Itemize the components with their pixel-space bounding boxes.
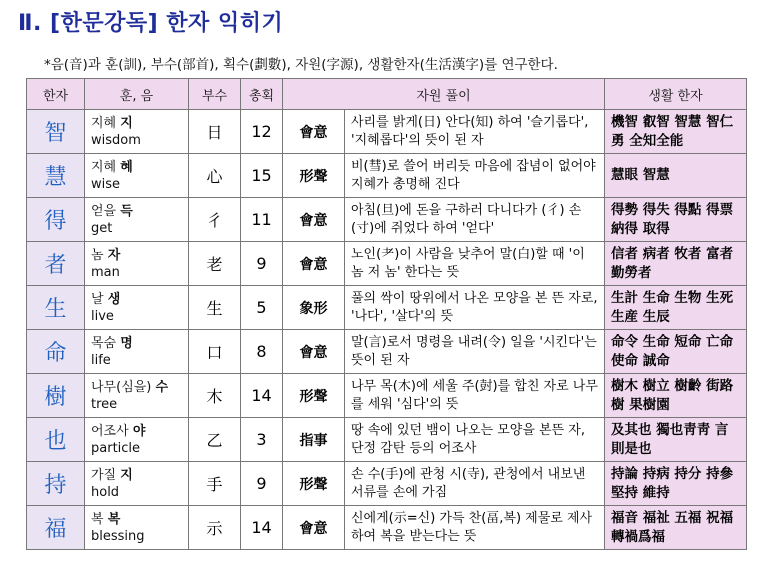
- hanja-character: 智: [27, 110, 85, 154]
- meaning-text: 나무(심을): [91, 379, 152, 395]
- english-text: hold: [91, 484, 120, 500]
- life-hanja-cell: 持論 持病 持分 持參 堅持 維持: [605, 462, 747, 506]
- life-hanja-cell: 命令 生命 短命 亡命 使命 誠命: [605, 330, 747, 374]
- meaning-text: 복: [91, 511, 104, 527]
- header-life-hanja: 생활 한자: [605, 79, 747, 110]
- hanja-character: 也: [27, 418, 85, 462]
- table-row: [27, 198, 747, 242]
- sound-text: 복: [107, 511, 121, 527]
- stroke-count-cell: 9: [241, 462, 283, 506]
- english-text: tree: [91, 396, 118, 412]
- radical-cell: 老: [189, 242, 241, 286]
- meaning-text: 얻을: [91, 203, 117, 219]
- formation-type-cell: 會意: [283, 198, 345, 242]
- table-row: [27, 110, 747, 154]
- origin-explanation-cell: 풀의 싹이 땅위에서 나온 모양을 본 뜬 자로, '나다', '살다'의 뜻: [345, 286, 605, 330]
- radical-cell: 日: [189, 110, 241, 154]
- radical-cell: 心: [189, 154, 241, 198]
- sound-text: 생: [107, 291, 121, 307]
- origin-explanation-cell: 손 수(手)에 관청 시(寺), 관청에서 내보낸 서류를 손에 가짐: [345, 462, 605, 506]
- meaning-text: 지혜: [91, 159, 117, 175]
- stroke-count-cell: 14: [241, 374, 283, 418]
- sound-text: 야: [132, 423, 146, 439]
- radical-cell: 木: [189, 374, 241, 418]
- hanja-character: 樹: [27, 374, 85, 418]
- origin-explanation-cell: 노인(耂)이 사람을 낮추어 말(白)할 때 '이 놈 저 놈' 한다는 뜻: [345, 242, 605, 286]
- table-row: [27, 418, 747, 462]
- hanja-character: 者: [27, 242, 85, 286]
- hun-eum-cell: [85, 418, 189, 462]
- origin-explanation-cell: 사리를 밝게(日) 안다(知) 하여 '슬기롭다', '지혜롭다'의 뜻이 된 자: [345, 110, 605, 154]
- hanja-character: 持: [27, 462, 85, 506]
- table-row: [27, 330, 747, 374]
- meaning-text: 날: [91, 291, 104, 307]
- english-text: wisdom: [91, 132, 141, 148]
- stroke-count-cell: 9: [241, 242, 283, 286]
- life-hanja-cell: 得勢 得失 得點 得票 納得 取得: [605, 198, 747, 242]
- sound-text: 수: [155, 379, 169, 395]
- meaning-text: 어조사: [91, 423, 129, 439]
- formation-type-cell: 象形: [283, 286, 345, 330]
- sound-text: 명: [120, 335, 133, 351]
- formation-type-cell: 會意: [283, 110, 345, 154]
- english-text: particle: [91, 440, 141, 456]
- hun-eum-cell: [85, 374, 189, 418]
- stroke-count-cell: 15: [241, 154, 283, 198]
- origin-explanation-cell: 비(彗)로 쓸어 버리듯 마음에 잡념이 없어야 지혜가 총명해 진다: [345, 154, 605, 198]
- hun-eum-cell: [85, 462, 189, 506]
- english-text: get: [91, 220, 113, 236]
- hanja-character: 慧: [27, 154, 85, 198]
- life-hanja-cell: 福音 福祉 五福 祝福 轉禍爲福: [605, 506, 747, 550]
- hanja-character: 得: [27, 198, 85, 242]
- formation-type-cell: 形聲: [283, 154, 345, 198]
- table-row: [27, 462, 747, 506]
- sound-text: 혜: [120, 159, 133, 175]
- formation-type-cell: 會意: [283, 242, 345, 286]
- life-hanja-cell: 及其也 獨也靑靑 言則是也: [605, 418, 747, 462]
- formation-type-cell: 會意: [283, 330, 345, 374]
- formation-type-cell: 形聲: [283, 374, 345, 418]
- header-hun-eum: 훈, 음: [85, 79, 189, 110]
- hun-eum-cell: [85, 506, 189, 550]
- table-row: [27, 286, 747, 330]
- hun-eum-cell: [85, 198, 189, 242]
- radical-cell: 口: [189, 330, 241, 374]
- origin-explanation-cell: 나무 목(木)에 세울 주(尌)를 합친 자로 나무를 세워 '심다'의 뜻: [345, 374, 605, 418]
- stroke-count-cell: 12: [241, 110, 283, 154]
- meaning-text: 지혜: [91, 115, 117, 131]
- hun-eum-cell: [85, 286, 189, 330]
- stroke-count-cell: 8: [241, 330, 283, 374]
- table-row: [27, 374, 747, 418]
- radical-cell: 示: [189, 506, 241, 550]
- origin-explanation-cell: 땅 속에 있던 뱀이 나오는 모양을 본뜬 자, 단정 감탄 등의 어조사: [345, 418, 605, 462]
- life-hanja-cell: 機智 叡智 智慧 智仁勇 全知全能: [605, 110, 747, 154]
- english-text: life: [91, 352, 111, 368]
- english-text: man: [91, 264, 120, 280]
- sound-text: 득: [120, 203, 133, 219]
- meaning-text: 가질: [91, 467, 117, 483]
- header-origin: 자원 풀이: [283, 79, 605, 110]
- sound-text: 지: [120, 115, 133, 131]
- hun-eum-cell: [85, 330, 189, 374]
- meaning-text: 놈: [91, 247, 104, 263]
- table-row: [27, 242, 747, 286]
- english-text: live: [91, 308, 114, 324]
- page-title: Ⅱ. [한문강독] 한자 익히기: [18, 11, 284, 36]
- hun-eum-cell: [85, 110, 189, 154]
- radical-cell: 手: [189, 462, 241, 506]
- sound-text: 자: [107, 247, 121, 263]
- life-hanja-cell: 樹木 樹立 樹齡 街路樹 果樹園: [605, 374, 747, 418]
- life-hanja-cell: 生計 生命 生物 生死 生産 生辰: [605, 286, 747, 330]
- hanja-character: 命: [27, 330, 85, 374]
- formation-type-cell: 會意: [283, 506, 345, 550]
- sound-text: 지: [120, 467, 133, 483]
- radical-cell: 乙: [189, 418, 241, 462]
- life-hanja-cell: 慧眼 智慧: [605, 154, 747, 198]
- origin-explanation-cell: 신에게(示=신) 가득 찬(畐,복) 제물로 제사하여 복을 받는다는 뜻: [345, 506, 605, 550]
- hanja-character: 生: [27, 286, 85, 330]
- page-subtitle: *음(音)과 훈(訓), 부수(部首), 획수(劃數), 자원(字源), 생활한자(生活漢字)를 연구한다.: [44, 57, 558, 73]
- radical-cell: 生: [189, 286, 241, 330]
- hanja-character: 福: [27, 506, 85, 550]
- stroke-count-cell: 11: [241, 198, 283, 242]
- origin-explanation-cell: 아침(旦)에 돈을 구하러 다니다가 (彳) 손(寸)에 쥐었다 하여 '얻다': [345, 198, 605, 242]
- table-row: [27, 154, 747, 198]
- radical-cell: 彳: [189, 198, 241, 242]
- formation-type-cell: 指事: [283, 418, 345, 462]
- english-text: blessing: [91, 528, 145, 544]
- hun-eum-cell: [85, 154, 189, 198]
- hun-eum-cell: [85, 242, 189, 286]
- origin-explanation-cell: 말(言)로서 명령을 내려(令) 일을 '시킨다'는 뜻이 된 자: [345, 330, 605, 374]
- table-row: [27, 506, 747, 550]
- header-radical: 부수: [189, 79, 241, 110]
- life-hanja-cell: 信者 病者 牧者 富者 勤勞者: [605, 242, 747, 286]
- header-strokes: 총획: [241, 79, 283, 110]
- stroke-count-cell: 14: [241, 506, 283, 550]
- meaning-text: 목숨: [91, 335, 117, 351]
- header-hanja: 한자: [27, 79, 85, 110]
- stroke-count-cell: 5: [241, 286, 283, 330]
- formation-type-cell: 形聲: [283, 462, 345, 506]
- table-header-row: [27, 79, 747, 110]
- english-text: wise: [91, 176, 121, 192]
- stroke-count-cell: 3: [241, 418, 283, 462]
- hanja-table: [26, 78, 747, 550]
